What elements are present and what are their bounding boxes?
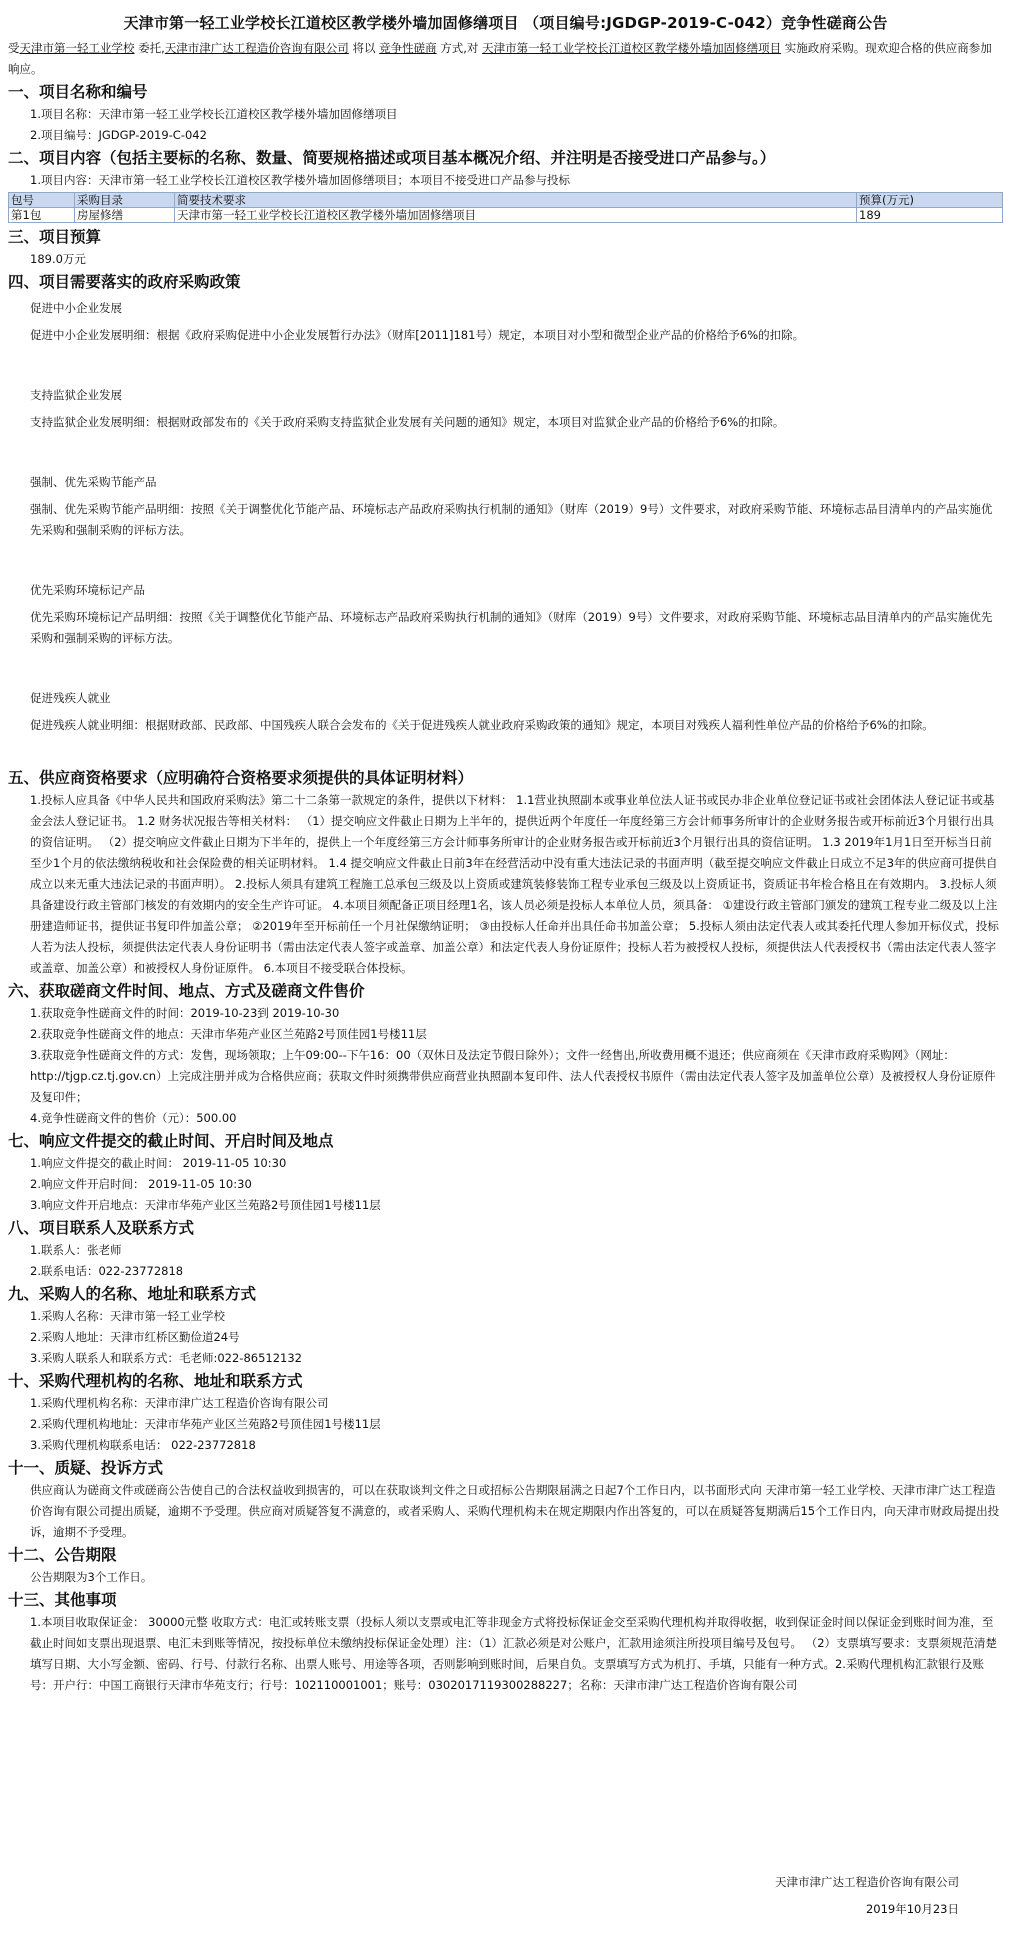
package-table (8, 192, 1003, 223)
policy-title-energy: 强制、优先采购节能产品 (30, 475, 157, 489)
other-matters-text: 1.本项目收取保证金： 30000元整 收取方式：电汇或转账支票（投标人须以支票或电汇等非现金方式将投标保证金交至采购代理机构并取得收据，收到保证金时间以保证金到账时间为准，至截止时间如支票出现退票、电汇未到账等情况，按投标单位未缴纳投标保证金处理）注：（1）汇款必须是对公账户，汇款用途须注所投项目编号及包号。 （2）支票填写要求：支票须规范清楚填写日期、大小写金额、密码、行号、付款行名称、出票人账号、用途等各项，否则影响到账时间，后果自负。支票填写方式为机打、手填，只能有一种方式。2.采购代理机构汇款银行及账号：开户行：中国工商银行天津市华苑支行；行号：102110001001；账号：0302017119300288227；名称：天津市津广达工程造价咨询有限公司 (30, 1615, 998, 1692)
doc-price: 4.竞争性磋商文件的售价（元）：500.00 (30, 1111, 237, 1125)
section-1-heading: 一、项目名称和编号 (8, 83, 148, 101)
section-3-heading: 三、项目预算 (8, 228, 102, 246)
table-row (9, 208, 1003, 223)
section-6-heading: 六、获取磋商文件时间、地点、方式及磋商文件售价 (8, 982, 365, 1000)
policy-detail-energy: 强制、优先采购节能产品明细：按照《关于调整优化节能产品、环境标志产品政府采购执行机制的通知》（财库（2019）9号）文件要求，对政府采购节能、环境标志品目清单内的产品实施优先采购和强制采购的评标方法。 (30, 502, 993, 537)
cell-requirements: 天津市第一轻工业学校长江道校区教学楼外墙加固修缮项目 (175, 208, 857, 223)
policy-detail-prison: 支持监狱企业发展明细：根据财政部发布的《关于政府采购支持监狱企业发展有关问题的通知》规定，本项目对监狱企业产品的价格给予6%的扣除。 (30, 415, 785, 429)
col-header-package: 包号 (9, 193, 75, 208)
policy-list (8, 298, 1003, 736)
qualification-text: 1.投标人应具备《中华人民共和国政府采购法》第二十二条第一款规定的条件，提供以下材料： 1.1营业执照副本或事业单位法人证书或民办非企业单位登记证书或社会团体法人登记证书或基金会法人登记证书。 1.2 财务状况报告等相关材料： （1）提交响应文件截止日期为上半年的，提供近两个年度任一年度经第三方会计师事务所审计的企业财务报告或开标前近3个月银行出具的资信证明。 （2）提交响应文件截止日期为下半年的，提供上一个年度经第三方会计师事务所审计的企业财务报告或开标前近3个月银行出具的资信证明。 1.3 2019年1月1日至开标当日前至少1个月的依法缴纳税收和社会保险费的相关证明材料。 1.4 提交响应文件截止日前3年在经营活动中没有重大违法记录的书面声明（截至提交响应文件截止日成立不足3年的供应商可提供自成立以来无重大违法记录的书面声明）。 2.投标人须具有建筑工程施工总承包三级及以上资质或建筑装修装饰工程专业承包三级及以上资质证书，资质证书年检合格且在有效期内。 3.投标人须具备建设行政主管部门核发的有效期内的安全生产许可证。 4.本项目须配备正项目经理1名，该人员必须是投标人本单位人员，须具备： ①建设行政主管部门颁发的建筑工程专业二级及以上注册建造师证书，提供证书复印件加盖公章； ②2019年至开标前任一个月社保缴纳证明； ③由投标人任命并出具任命书加盖公章； 5.投标人须由法定代表人或其委托代理人参加开标仪式，投标人若为法人投标，须提供法定代表人身份证明书（需由法定代表人签字或盖章、加盖公章）和法定代表人身份证原件；投标人若为被授权人投标，须提供法人代表授权书（需由法定代表人签字或盖章、加盖公章）和被授权人身份证原件。 6.本项目不接受联合体投标。 (30, 793, 999, 975)
purchaser-contact: 3.采购人联系人和联系方式：毛老师:022-86512132 (30, 1351, 302, 1365)
policy-detail-sme: 促进中小企业发展明细：根据《政府采购促进中小企业发展暂行办法》（财库[2011]181号）规定，本项目对小型和微型企业产品的价格给予6%的扣除。 (30, 328, 805, 342)
section-5-heading: 五、供应商资格要求（应明确符合资格要求须提供的具体证明材料） (8, 769, 474, 787)
intro-purchaser: 天津市第一轻工业学校 (19, 41, 135, 55)
intro-paragraph (8, 38, 1003, 80)
project-code: 2.项目编号：JGDGP-2019-C-042 (30, 128, 207, 142)
cell-package: 第1包 (9, 208, 75, 223)
section-13-heading: 十三、其他事项 (8, 1591, 117, 1609)
policy-detail-environment: 优先采购环境标记产品明细：按照《关于调整优化节能产品、环境标志产品政府采购执行机制的通知》（财库（2019）9号）文件要求，对政府采购节能、环境标志品目清单内的产品实施优先采购和强制采购的评标方法。 (30, 610, 993, 645)
doc-location: 2.获取竞争性磋商文件的地点：天津市华苑产业区兰苑路2号顶佳园1号楼11层 (30, 1027, 427, 1041)
policy-title-environment: 优先采购环境标记产品 (30, 583, 145, 597)
intro-project: 天津市第一轻工业学校长江道校区教学楼外墙加固修缮项目 (482, 41, 782, 55)
contact-phone: 2.联系电话：022-23772818 (30, 1264, 184, 1278)
col-header-requirements: 简要技术要求 (175, 193, 857, 208)
doc-method: 3.获取竞争性磋商文件的方式：发售，现场领取；上午09:00--下午16：00（双休日及法定节假日除外）；文件一经售出,所收费用概不退还；供应商须在《天津市政府采购网》（网址：http://tjgp.cz.tj.gov.cn）上完成注册并成为合格供应商；获取文件时须携带供应商营业执照副本复印件、法人代表授权书原件（需由法定代表人签字及加盖单位公章）及被授权人身份证原件及复印件； (30, 1048, 996, 1104)
purchaser-name: 1.采购人名称：天津市第一轻工业学校 (30, 1309, 225, 1323)
budget-value: 189.0万元 (30, 252, 86, 266)
section-10-heading: 十、采购代理机构的名称、地址和联系方式 (8, 1372, 303, 1390)
cell-budget: 189 (857, 208, 1003, 223)
submission-deadline: 1.响应文件提交的截止时间： 2019-11-05 10:30 (30, 1156, 287, 1170)
purchaser-address: 2.采购人地址：天津市红桥区勤俭道24号 (30, 1330, 240, 1344)
agency-name: 1.采购代理机构名称：天津市津广达工程造价咨询有限公司 (30, 1396, 329, 1410)
intro-text-1: 受 (8, 41, 20, 55)
package-table-header (9, 193, 1003, 208)
section-11-heading: 十一、质疑、投诉方式 (8, 1459, 164, 1477)
project-name: 1.项目名称：天津市第一轻工业学校长江道校区教学楼外墙加固修缮项目 (30, 107, 398, 121)
col-header-catalog: 采购目录 (75, 193, 175, 208)
policy-title-sme: 促进中小企业发展 (30, 301, 122, 315)
policy-title-prison: 支持监狱企业发展 (30, 388, 122, 402)
signature-org: 天津市津广达工程造价咨询有限公司 (775, 1875, 959, 1889)
opening-location: 3.响应文件开启地点：天津市华苑产业区兰苑路2号顶佳园1号楼11层 (30, 1198, 381, 1212)
policy-title-disabled: 促进残疾人就业 (30, 691, 111, 705)
col-header-budget: 预算(万元) (857, 193, 1003, 208)
policy-detail-disabled: 促进残疾人就业明细：根据财政部、民政部、中国残疾人联合会发布的《关于促进残疾人就业政府采购政策的通知》规定，本项目对残疾人福利性单位产品的价格给予6%的扣除。 (30, 718, 934, 732)
signature-date: 2019年10月23日 (865, 1902, 959, 1916)
section-8-heading: 八、项目联系人及联系方式 (8, 1219, 195, 1237)
intro-text-3: 将以 (352, 41, 376, 55)
project-content: 1.项目内容：天津市第一轻工业学校长江道校区教学楼外墙加固修缮项目；本项目不接受进口产品参与投标 (30, 173, 570, 187)
intro-text-4: 方式,对 (440, 41, 479, 55)
contact-person: 1.联系人：张老师 (30, 1243, 122, 1257)
agency-phone: 3.采购代理机构联系电话： 022-23772818 (30, 1438, 256, 1452)
opening-time: 2.响应文件开启时间： 2019-11-05 10:30 (30, 1177, 252, 1191)
notice-period: 公告期限为3个工作日。 (30, 1570, 153, 1584)
doc-time: 1.获取竞争性磋商文件的时间：2019-10-23到 2019-10-30 (30, 1006, 340, 1020)
cell-catalog: 房屋修缮 (75, 208, 175, 223)
intro-text-5: 实施政府采购。现欢迎合格的供应商参加响应。 (8, 41, 992, 76)
page-title: 天津市第一轻工业学校长江道校区教学楼外墙加固修缮项目 （项目编号:JGDGP-2019-C-042）竞争性磋商公告 (123, 14, 888, 32)
section-2-heading: 二、项目内容（包括主要标的名称、数量、简要规格描述或项目基本概况介绍、并注明是否接受进口产品参与。） (8, 149, 776, 167)
agency-address: 2.采购代理机构地址：天津市华苑产业区兰苑路2号顶佳园1号楼11层 (30, 1417, 381, 1431)
signature-block (775, 1872, 959, 1920)
intro-agency: 天津市津广达工程造价咨询有限公司 (164, 41, 349, 55)
section-7-heading: 七、响应文件提交的截止时间、开启时间及地点 (8, 1132, 334, 1150)
intro-method: 竞争性磋商 (379, 41, 437, 55)
section-12-heading: 十二、公告期限 (8, 1546, 117, 1564)
section-4-heading: 四、项目需要落实的政府采购政策 (8, 273, 241, 291)
section-9-heading: 九、采购人的名称、地址和联系方式 (8, 1285, 257, 1303)
intro-text-2: 委托, (138, 41, 165, 55)
complaint-text: 供应商认为磋商文件或磋商公告使自己的合法权益收到损害的，可以在获取谈判文件之日或招标公告期限届满之日起7个工作日内，以书面形式向 天津市第一轻工业学校、天津市津广达工程造价咨询有限公司提出质疑，逾期不予受理。供应商对质疑答复不满意的，或者采购人、采购代理机构未在规定期限内作出答复的，可以在质疑答复期满后15个工作日内，向天津市财政局提出投诉，逾期不予受理。 (30, 1483, 1000, 1539)
